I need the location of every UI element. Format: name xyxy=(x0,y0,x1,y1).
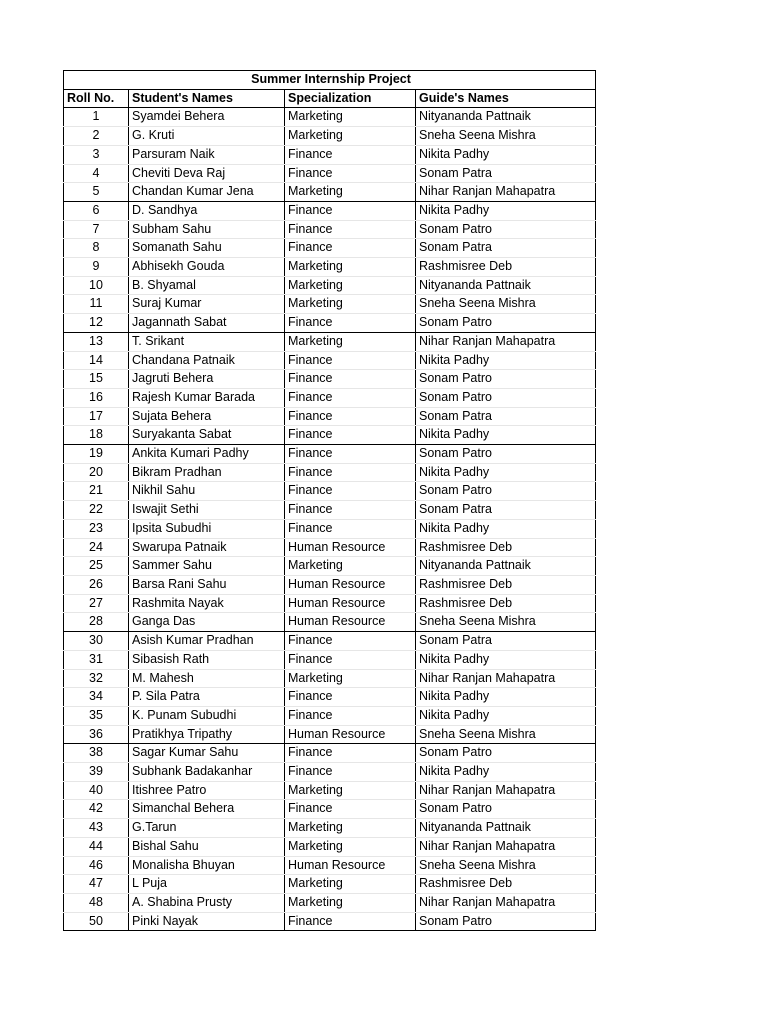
table-row xyxy=(64,538,596,557)
guide-name-cell: Nikita Padhy xyxy=(416,201,596,220)
table-row xyxy=(64,164,596,183)
table-row xyxy=(64,145,596,164)
table-row xyxy=(64,575,596,594)
guide-name-cell: Nihar Ranjan Mahapatra xyxy=(416,332,596,351)
guide-name-cell: Sonam Patro xyxy=(416,220,596,239)
specialization-cell: Marketing xyxy=(285,837,416,856)
student-name-cell: Itishree Patro xyxy=(129,781,285,800)
student-name-cell: Sujata Behera xyxy=(129,407,285,426)
guide-name-cell: Rashmisree Deb xyxy=(416,258,596,277)
guide-name-cell: Nikita Padhy xyxy=(416,145,596,164)
guide-name-cell: Nityananda Pattnaik xyxy=(416,557,596,576)
guide-name-cell: Nihar Ranjan Mahapatra xyxy=(416,669,596,688)
guide-name-cell: Sonam Patro xyxy=(416,388,596,407)
table-row xyxy=(64,632,596,651)
roll-cell: 7 xyxy=(64,220,129,239)
specialization-cell: Finance xyxy=(285,706,416,725)
roll-cell: 35 xyxy=(64,706,129,725)
roll-cell: 24 xyxy=(64,538,129,557)
guide-name-cell: Nikita Padhy xyxy=(416,519,596,538)
specialization-cell: Finance xyxy=(285,688,416,707)
roll-cell: 9 xyxy=(64,258,129,277)
student-name-cell: B. Shyamal xyxy=(129,276,285,295)
table-row xyxy=(64,688,596,707)
student-name-cell: Cheviti Deva Raj xyxy=(129,164,285,183)
guide-name-cell: Rashmisree Deb xyxy=(416,538,596,557)
table-row xyxy=(64,744,596,763)
specialization-cell: Marketing xyxy=(285,781,416,800)
roll-cell: 42 xyxy=(64,800,129,819)
table-row xyxy=(64,426,596,445)
student-name-cell: Simanchal Behera xyxy=(129,800,285,819)
guide-name-cell: Nikita Padhy xyxy=(416,763,596,782)
guide-name-cell: Sonam Patro xyxy=(416,314,596,333)
student-name-cell: Asish Kumar Pradhan xyxy=(129,632,285,651)
roll-cell: 21 xyxy=(64,482,129,501)
specialization-cell: Marketing xyxy=(285,183,416,202)
specialization-cell: Marketing xyxy=(285,332,416,351)
table-row xyxy=(64,201,596,220)
table-row xyxy=(64,351,596,370)
student-name-cell: M. Mahesh xyxy=(129,669,285,688)
specialization-cell: Human Resource xyxy=(285,725,416,744)
table-row xyxy=(64,314,596,333)
roll-cell: 10 xyxy=(64,276,129,295)
roll-cell: 50 xyxy=(64,912,129,931)
table-row xyxy=(64,258,596,277)
guide-name-cell: Nikita Padhy xyxy=(416,650,596,669)
roll-cell: 11 xyxy=(64,295,129,314)
guide-name-cell: Rashmisree Deb xyxy=(416,594,596,613)
student-name-cell: Abhisekh Gouda xyxy=(129,258,285,277)
specialization-cell: Human Resource xyxy=(285,594,416,613)
table-row xyxy=(64,332,596,351)
specialization-cell: Marketing xyxy=(285,295,416,314)
student-name-cell: D. Sandhya xyxy=(129,201,285,220)
student-name-cell: Iswajit Sethi xyxy=(129,501,285,520)
student-name-cell: Suryakanta Sabat xyxy=(129,426,285,445)
student-name-cell: Somanath Sahu xyxy=(129,239,285,258)
specialization-cell: Marketing xyxy=(285,108,416,127)
student-name-cell: Chandan Kumar Jena xyxy=(129,183,285,202)
guide-name-cell: Rashmisree Deb xyxy=(416,875,596,894)
specialization-cell: Finance xyxy=(285,501,416,520)
guide-name-cell: Sonam Patro xyxy=(416,800,596,819)
roll-cell: 28 xyxy=(64,613,129,632)
header-row xyxy=(64,89,596,108)
roll-cell: 17 xyxy=(64,407,129,426)
guide-name-cell: Sonam Patra xyxy=(416,164,596,183)
specialization-cell: Finance xyxy=(285,482,416,501)
student-name-cell: Barsa Rani Sahu xyxy=(129,575,285,594)
roll-cell: 2 xyxy=(64,127,129,146)
internship-sheet xyxy=(63,70,595,931)
guide-name-cell: Nityananda Pattnaik xyxy=(416,819,596,838)
table-row xyxy=(64,819,596,838)
header-guide-names: Guide's Names xyxy=(416,89,596,108)
table-row xyxy=(64,108,596,127)
table-row xyxy=(64,519,596,538)
specialization-cell: Finance xyxy=(285,351,416,370)
roll-cell: 25 xyxy=(64,557,129,576)
student-name-cell: Ankita Kumari Padhy xyxy=(129,445,285,464)
student-name-cell: Chandana Patnaik xyxy=(129,351,285,370)
guide-name-cell: Sneha Seena Mishra xyxy=(416,856,596,875)
roll-cell: 30 xyxy=(64,632,129,651)
table-row xyxy=(64,875,596,894)
roll-cell: 48 xyxy=(64,893,129,912)
table-row xyxy=(64,557,596,576)
header-specialization: Specialization xyxy=(285,89,416,108)
student-name-cell: Sibasish Rath xyxy=(129,650,285,669)
student-name-cell: Syamdei Behera xyxy=(129,108,285,127)
table-row xyxy=(64,613,596,632)
specialization-cell: Marketing xyxy=(285,875,416,894)
student-name-cell: Bikram Pradhan xyxy=(129,463,285,482)
roll-cell: 18 xyxy=(64,426,129,445)
guide-name-cell: Nihar Ranjan Mahapatra xyxy=(416,183,596,202)
student-name-cell: Nikhil Sahu xyxy=(129,482,285,501)
internship-table xyxy=(63,70,596,931)
specialization-cell: Finance xyxy=(285,445,416,464)
student-name-cell: Pinki Nayak xyxy=(129,912,285,931)
roll-cell: 38 xyxy=(64,744,129,763)
student-name-cell: Rashmita Nayak xyxy=(129,594,285,613)
roll-cell: 16 xyxy=(64,388,129,407)
specialization-cell: Finance xyxy=(285,912,416,931)
specialization-cell: Finance xyxy=(285,370,416,389)
student-name-cell: Jagruti Behera xyxy=(129,370,285,389)
roll-cell: 5 xyxy=(64,183,129,202)
student-name-cell: Parsuram Naik xyxy=(129,145,285,164)
table-row xyxy=(64,220,596,239)
specialization-cell: Human Resource xyxy=(285,613,416,632)
table-row xyxy=(64,650,596,669)
guide-name-cell: Nikita Padhy xyxy=(416,688,596,707)
student-name-cell: Monalisha Bhuyan xyxy=(129,856,285,875)
student-name-cell: P. Sila Patra xyxy=(129,688,285,707)
guide-name-cell: Nihar Ranjan Mahapatra xyxy=(416,781,596,800)
table-body xyxy=(64,108,596,931)
table-row xyxy=(64,669,596,688)
table-row xyxy=(64,800,596,819)
roll-cell: 39 xyxy=(64,763,129,782)
student-name-cell: G.Tarun xyxy=(129,819,285,838)
roll-cell: 34 xyxy=(64,688,129,707)
roll-cell: 6 xyxy=(64,201,129,220)
guide-name-cell: Nityananda Pattnaik xyxy=(416,276,596,295)
student-name-cell: Bishal Sahu xyxy=(129,837,285,856)
guide-name-cell: Nikita Padhy xyxy=(416,426,596,445)
specialization-cell: Finance xyxy=(285,220,416,239)
table-row xyxy=(64,706,596,725)
specialization-cell: Human Resource xyxy=(285,575,416,594)
specialization-cell: Marketing xyxy=(285,276,416,295)
table-row xyxy=(64,856,596,875)
student-name-cell: Ganga Das xyxy=(129,613,285,632)
student-name-cell: Jagannath Sabat xyxy=(129,314,285,333)
table-row xyxy=(64,276,596,295)
specialization-cell: Finance xyxy=(285,407,416,426)
roll-cell: 19 xyxy=(64,445,129,464)
guide-name-cell: Sonam Patra xyxy=(416,407,596,426)
student-name-cell: Suraj Kumar xyxy=(129,295,285,314)
guide-name-cell: Sneha Seena Mishra xyxy=(416,295,596,314)
roll-cell: 27 xyxy=(64,594,129,613)
roll-cell: 12 xyxy=(64,314,129,333)
guide-name-cell: Sonam Patro xyxy=(416,482,596,501)
guide-name-cell: Rashmisree Deb xyxy=(416,575,596,594)
student-name-cell: Pratikhya Tripathy xyxy=(129,725,285,744)
guide-name-cell: Sneha Seena Mishra xyxy=(416,725,596,744)
table-row xyxy=(64,725,596,744)
table-row xyxy=(64,127,596,146)
roll-cell: 26 xyxy=(64,575,129,594)
table-row xyxy=(64,463,596,482)
guide-name-cell: Sonam Patro xyxy=(416,370,596,389)
table-row xyxy=(64,239,596,258)
roll-cell: 14 xyxy=(64,351,129,370)
guide-name-cell: Sonam Patra xyxy=(416,239,596,258)
roll-cell: 31 xyxy=(64,650,129,669)
title-row xyxy=(64,71,596,90)
roll-cell: 46 xyxy=(64,856,129,875)
guide-name-cell: Sneha Seena Mishra xyxy=(416,127,596,146)
table-row xyxy=(64,388,596,407)
table-row xyxy=(64,407,596,426)
roll-cell: 36 xyxy=(64,725,129,744)
guide-name-cell: Sonam Patro xyxy=(416,912,596,931)
roll-cell: 20 xyxy=(64,463,129,482)
guide-name-cell: Nihar Ranjan Mahapatra xyxy=(416,837,596,856)
student-name-cell: A. Shabina Prusty xyxy=(129,893,285,912)
roll-cell: 13 xyxy=(64,332,129,351)
student-name-cell: Rajesh Kumar Barada xyxy=(129,388,285,407)
specialization-cell: Finance xyxy=(285,164,416,183)
specialization-cell: Finance xyxy=(285,519,416,538)
specialization-cell: Human Resource xyxy=(285,856,416,875)
guide-name-cell: Nikita Padhy xyxy=(416,706,596,725)
roll-cell: 8 xyxy=(64,239,129,258)
guide-name-cell: Nityananda Pattnaik xyxy=(416,108,596,127)
header-roll-no: Roll No. xyxy=(64,89,129,108)
specialization-cell: Marketing xyxy=(285,819,416,838)
specialization-cell: Finance xyxy=(285,426,416,445)
guide-name-cell: Sonam Patra xyxy=(416,501,596,520)
roll-cell: 44 xyxy=(64,837,129,856)
student-name-cell: K. Punam Subudhi xyxy=(129,706,285,725)
table-row xyxy=(64,594,596,613)
table-row xyxy=(64,501,596,520)
student-name-cell: G. Kruti xyxy=(129,127,285,146)
table-row xyxy=(64,295,596,314)
specialization-cell: Marketing xyxy=(285,127,416,146)
specialization-cell: Finance xyxy=(285,388,416,407)
table-row xyxy=(64,837,596,856)
table-row xyxy=(64,893,596,912)
specialization-cell: Finance xyxy=(285,650,416,669)
table-title: Summer Internship Project xyxy=(64,71,596,90)
specialization-cell: Marketing xyxy=(285,258,416,277)
guide-name-cell: Sneha Seena Mishra xyxy=(416,613,596,632)
guide-name-cell: Sonam Patro xyxy=(416,445,596,464)
specialization-cell: Finance xyxy=(285,463,416,482)
roll-cell: 15 xyxy=(64,370,129,389)
roll-cell: 23 xyxy=(64,519,129,538)
student-name-cell: Sagar Kumar Sahu xyxy=(129,744,285,763)
table-row xyxy=(64,781,596,800)
student-name-cell: L Puja xyxy=(129,875,285,894)
roll-cell: 1 xyxy=(64,108,129,127)
specialization-cell: Finance xyxy=(285,800,416,819)
guide-name-cell: Sonam Patra xyxy=(416,632,596,651)
specialization-cell: Finance xyxy=(285,632,416,651)
student-name-cell: Subhank Badakanhar xyxy=(129,763,285,782)
table-row xyxy=(64,482,596,501)
header-student-names: Student's Names xyxy=(129,89,285,108)
student-name-cell: Ipsita Subudhi xyxy=(129,519,285,538)
roll-cell: 4 xyxy=(64,164,129,183)
table-row xyxy=(64,445,596,464)
specialization-cell: Marketing xyxy=(285,557,416,576)
table-row xyxy=(64,912,596,931)
roll-cell: 22 xyxy=(64,501,129,520)
table-row xyxy=(64,370,596,389)
specialization-cell: Human Resource xyxy=(285,538,416,557)
roll-cell: 40 xyxy=(64,781,129,800)
guide-name-cell: Nihar Ranjan Mahapatra xyxy=(416,893,596,912)
specialization-cell: Finance xyxy=(285,145,416,164)
student-name-cell: Sammer Sahu xyxy=(129,557,285,576)
table-row xyxy=(64,763,596,782)
guide-name-cell: Nikita Padhy xyxy=(416,463,596,482)
specialization-cell: Finance xyxy=(285,744,416,763)
specialization-cell: Finance xyxy=(285,763,416,782)
student-name-cell: Swarupa Patnaik xyxy=(129,538,285,557)
guide-name-cell: Nikita Padhy xyxy=(416,351,596,370)
specialization-cell: Marketing xyxy=(285,669,416,688)
roll-cell: 43 xyxy=(64,819,129,838)
roll-cell: 3 xyxy=(64,145,129,164)
roll-cell: 47 xyxy=(64,875,129,894)
specialization-cell: Finance xyxy=(285,239,416,258)
specialization-cell: Finance xyxy=(285,201,416,220)
roll-cell: 32 xyxy=(64,669,129,688)
table-row xyxy=(64,183,596,202)
guide-name-cell: Sonam Patro xyxy=(416,744,596,763)
specialization-cell: Marketing xyxy=(285,893,416,912)
student-name-cell: T. Srikant xyxy=(129,332,285,351)
specialization-cell: Finance xyxy=(285,314,416,333)
student-name-cell: Subham Sahu xyxy=(129,220,285,239)
